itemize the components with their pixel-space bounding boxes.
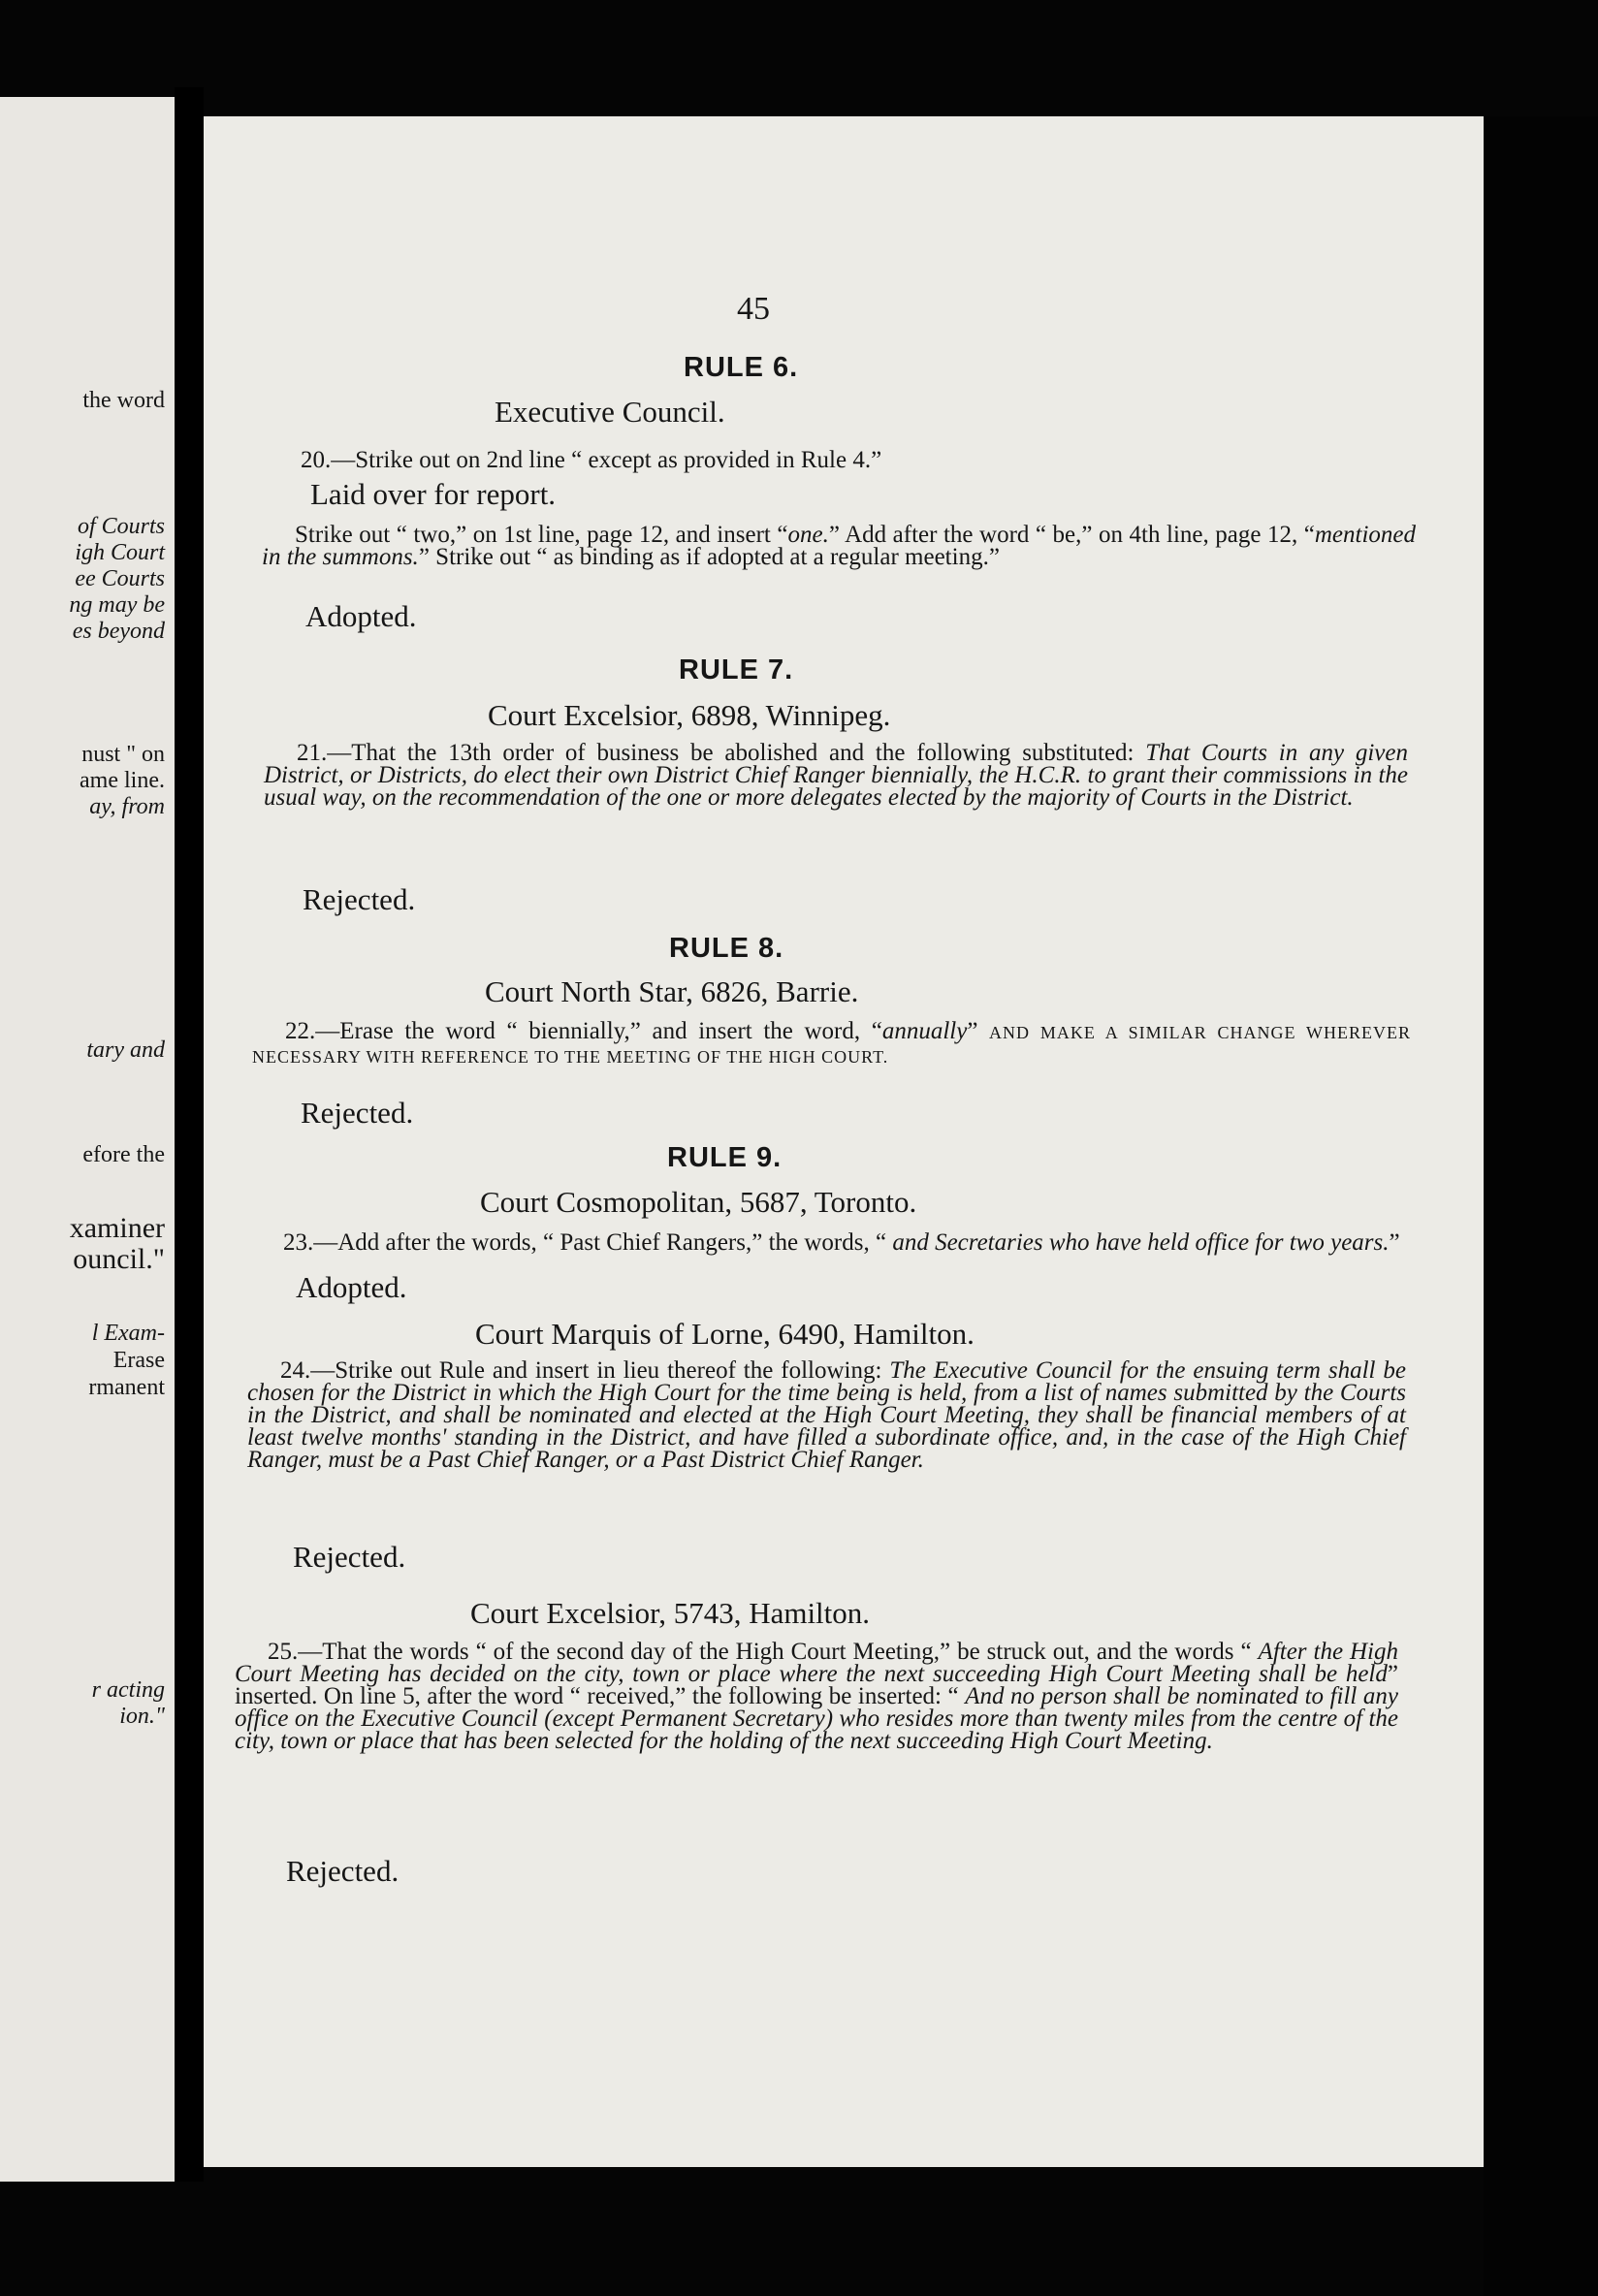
rule-heading: RULE 8. <box>669 933 784 964</box>
left-line: ion." <box>119 1704 165 1729</box>
left-line: ouncil." <box>73 1243 165 1275</box>
amendment-item: 25.—That the words “ of the second day of the High Court Meeting,” be struck out, and the words “ After the High Court Meeting has decided on the city, town or place where the next succeeding High Court Meeting shall be held” inserted. On line 5, after the word “ received,” the following be inserted: “ And no person shall be nominated to fill any office on the Executive Council (except Permanent Secretary) who resides more than twenty miles from the centre of the city, town or place that has been selected for the holding of the next succeeding High Court Meeting. <box>235 1639 1398 1754</box>
left-line: rmanent <box>88 1375 165 1400</box>
verdict: Rejected. <box>303 882 416 916</box>
left-line: ng may be <box>69 592 165 618</box>
document-page <box>204 116 1484 2167</box>
left-line: of Courts <box>77 514 165 539</box>
verdict: Rejected. <box>293 1540 406 1574</box>
previous-page-fragment <box>0 97 175 2182</box>
left-line: ee Courts <box>75 566 165 591</box>
amendment-item: 23.—Add after the words, “ Past Chief Rangers,” the words, “ and Secretaries who have held office for two years.” <box>283 1229 1400 1256</box>
verdict: Rejected. <box>286 1854 400 1888</box>
court-heading: Court North Star, 6826, Barrie. <box>485 974 859 1008</box>
left-line: l Exam- <box>91 1321 165 1346</box>
left-line: ame line. <box>80 768 165 793</box>
page-number: 45 <box>737 291 770 327</box>
court-heading: Court Excelsior, 5743, Hamilton. <box>470 1596 871 1630</box>
verdict: Rejected. <box>301 1096 414 1130</box>
left-line: Erase <box>112 1348 165 1373</box>
court-heading: Court Cosmopolitan, 5687, Toronto. <box>480 1185 917 1219</box>
court-heading: Court Excelsior, 6898, Winnipeg. <box>488 698 891 732</box>
rule-heading: RULE 7. <box>679 654 794 686</box>
left-line: r acting <box>91 1677 165 1703</box>
amendment-item: 21.—That the 13th order of business be abolished and the following substituted: That Courts in any given District, or Districts, do elect their own District Chief Ranger biennially, the H.C.R. to grant their commissions in the usual way, on the recommendation of the one or more delegates elected by the majority of Courts in the District. <box>264 740 1408 811</box>
verdict: Laid over for report. <box>310 477 557 511</box>
amendment-item: Strike out “ two,” on 1st line, page 12, and insert “one.” Add after the word “ be,” on 4th line, page 12, “mentioned in the summons.” Strike out “ as binding as if adopted at a regular meeting.” <box>262 522 1416 570</box>
left-line: ay, from <box>89 794 165 819</box>
left-line: igh Court <box>75 540 165 565</box>
left-line: xaminer <box>69 1212 165 1244</box>
verdict: Adopted. <box>296 1270 407 1304</box>
rule-heading: RULE 6. <box>684 352 799 383</box>
amendment-item: 20.—Strike out on 2nd line “ except as provided in Rule 4.” <box>301 447 882 473</box>
amendment-item: 22.—Erase the word “ biennially,” and insert the word, “annually” AND MAKE A SIMILAR CHANGE WHEREVER NECESSARY WITH REFERENCE TO THE MEETING OF THE HIGH COURT. <box>252 1018 1411 1067</box>
court-heading: Court Marquis of Lorne, 6490, Hamilton. <box>475 1317 975 1351</box>
book-gutter <box>175 87 204 2182</box>
left-line: the word <box>82 388 165 413</box>
left-line: es beyond <box>72 619 165 644</box>
verdict: Adopted. <box>305 599 417 633</box>
scan-border <box>1484 116 1598 2296</box>
left-line: tary and <box>86 1037 165 1063</box>
rule-heading: RULE 9. <box>667 1142 783 1173</box>
amendment-item: 24.—Strike out Rule and insert in lieu thereof the following: The Executive Council for the ensuing term shall be chosen for the District in which the High Court for the time being is held, from a list of names submitted by the Courts in the District, and shall be nominated and elected at the High Court Meeting, they shall be financial members of at least twelve months' standing in the District, and have filled a subordinate office, and, in the case of the High Chief Ranger, must be a Past Chief Ranger, or a Past District Chief Ranger. <box>247 1357 1406 1473</box>
court-heading: Executive Council. <box>495 395 725 429</box>
left-line: nust " on <box>81 742 165 767</box>
left-line: efore the <box>82 1142 165 1167</box>
